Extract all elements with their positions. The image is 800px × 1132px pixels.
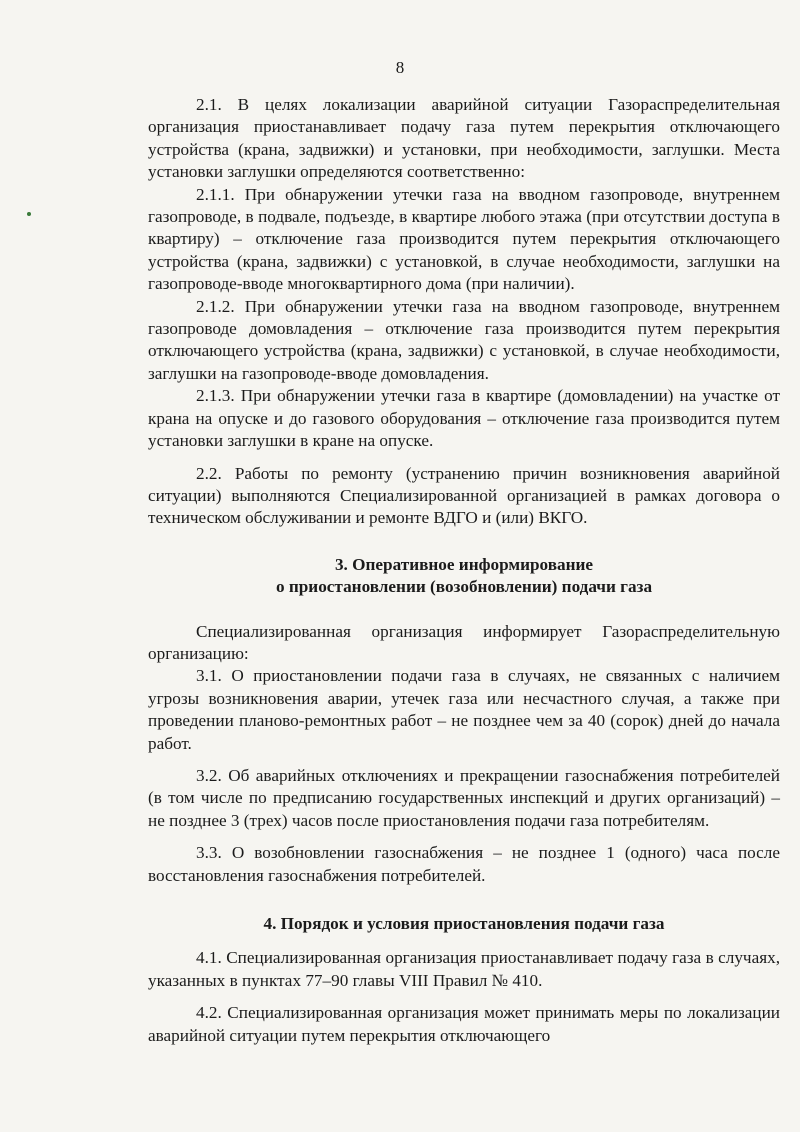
paragraph-2-1: 2.1. В целях локализации аварийной ситуации Газораспределительная организация приостанавливает подачу газа путем перекрытия отключающего устройства (крана, задвижки) и установки, при необходимости, заглушки. Места установки заглушки определяются соответственно: xyxy=(148,95,780,182)
document-body xyxy=(148,94,780,1047)
section-3-heading xyxy=(148,554,780,599)
scan-mark xyxy=(27,212,31,216)
paragraph-2-1-2: 2.1.2. При обнаружении утечки газа на вводном газопроводе, внутреннем газопроводе домовладения – отключение газа производится путем перекрытия отключающего устройства (крана, задвижки) с установкой, в случае необходимости, заглушки на газопроводе-вводе домовладения. xyxy=(148,296,780,383)
section-4-heading: 4. Порядок и условия приостановления подачи газа xyxy=(263,914,665,933)
section-3-heading-line2: о приостановлении (возобновлении) подачи газа xyxy=(275,577,653,597)
paragraph-3-3: 3.3. О возобновлении газоснабжения – не позднее 1 (одного) часа после восстановления газоснабжения потребителей. xyxy=(148,843,780,885)
paragraph-2-1-3: 2.1.3. При обнаружении утечки газа в квартире (домовладении) на участке от крана на опуске и до газового оборудования – отключение газа производится путем установки заглушки в кране на опуске. xyxy=(148,386,780,451)
paragraph-4-2: 4.2. Специализированная организация может принимать меры по локализации аварийной ситуации путем перекрытия отключающего xyxy=(148,1003,780,1045)
paragraph-3-2: 3.2. Об аварийных отключениях и прекращении газоснабжения потребителей (в том числе по предписанию государственных инспекций и других организаций) – не позднее 3 (трех) часов после приостановления подачи газа потребителям. xyxy=(148,765,780,830)
section-3-heading-line1: 3. Оперативное информирование xyxy=(334,554,594,574)
paragraph-3-1: 3.1. О приостановлении подачи газа в случаях, не связанных с наличием угрозы возникновения аварии, утечек газа или несчастного случая, а также при проведении планово-ремонтных работ – не позднее чем за 40 (сорок) дней до начала работ. xyxy=(148,666,780,753)
paragraph-2-2: 2.2. Работы по ремонту (устранению причин возникновения аварийной ситуации) выполняются Специализированной организацией в рамках договора о техническом обслуживании и ремонте ВДГО и (или) ВКГО. xyxy=(148,463,780,528)
paragraph-4-1: 4.1. Специализированная организация приостанавливает подачу газа в случаях, указанных в пунктах 77–90 главы VIII Правил № 410. xyxy=(148,948,780,990)
page-number: 8 xyxy=(395,58,405,77)
paragraph-2-1-1: 2.1.1. При обнаружении утечки газа на вводном газопроводе, внутреннем газопроводе, в подвале, подъезде, в квартире любого этажа (при отсутствии доступа в квартиру) – отключение газа производится путем перекрытия отключающего устройства (крана, задвижки) с установкой, в случае необходимости, заглушки на газопроводе-вводе многоквартирного дома (при наличии). xyxy=(148,184,780,294)
section-3-intro: Специализированная организация информирует Газораспределительную организацию: xyxy=(148,621,780,663)
